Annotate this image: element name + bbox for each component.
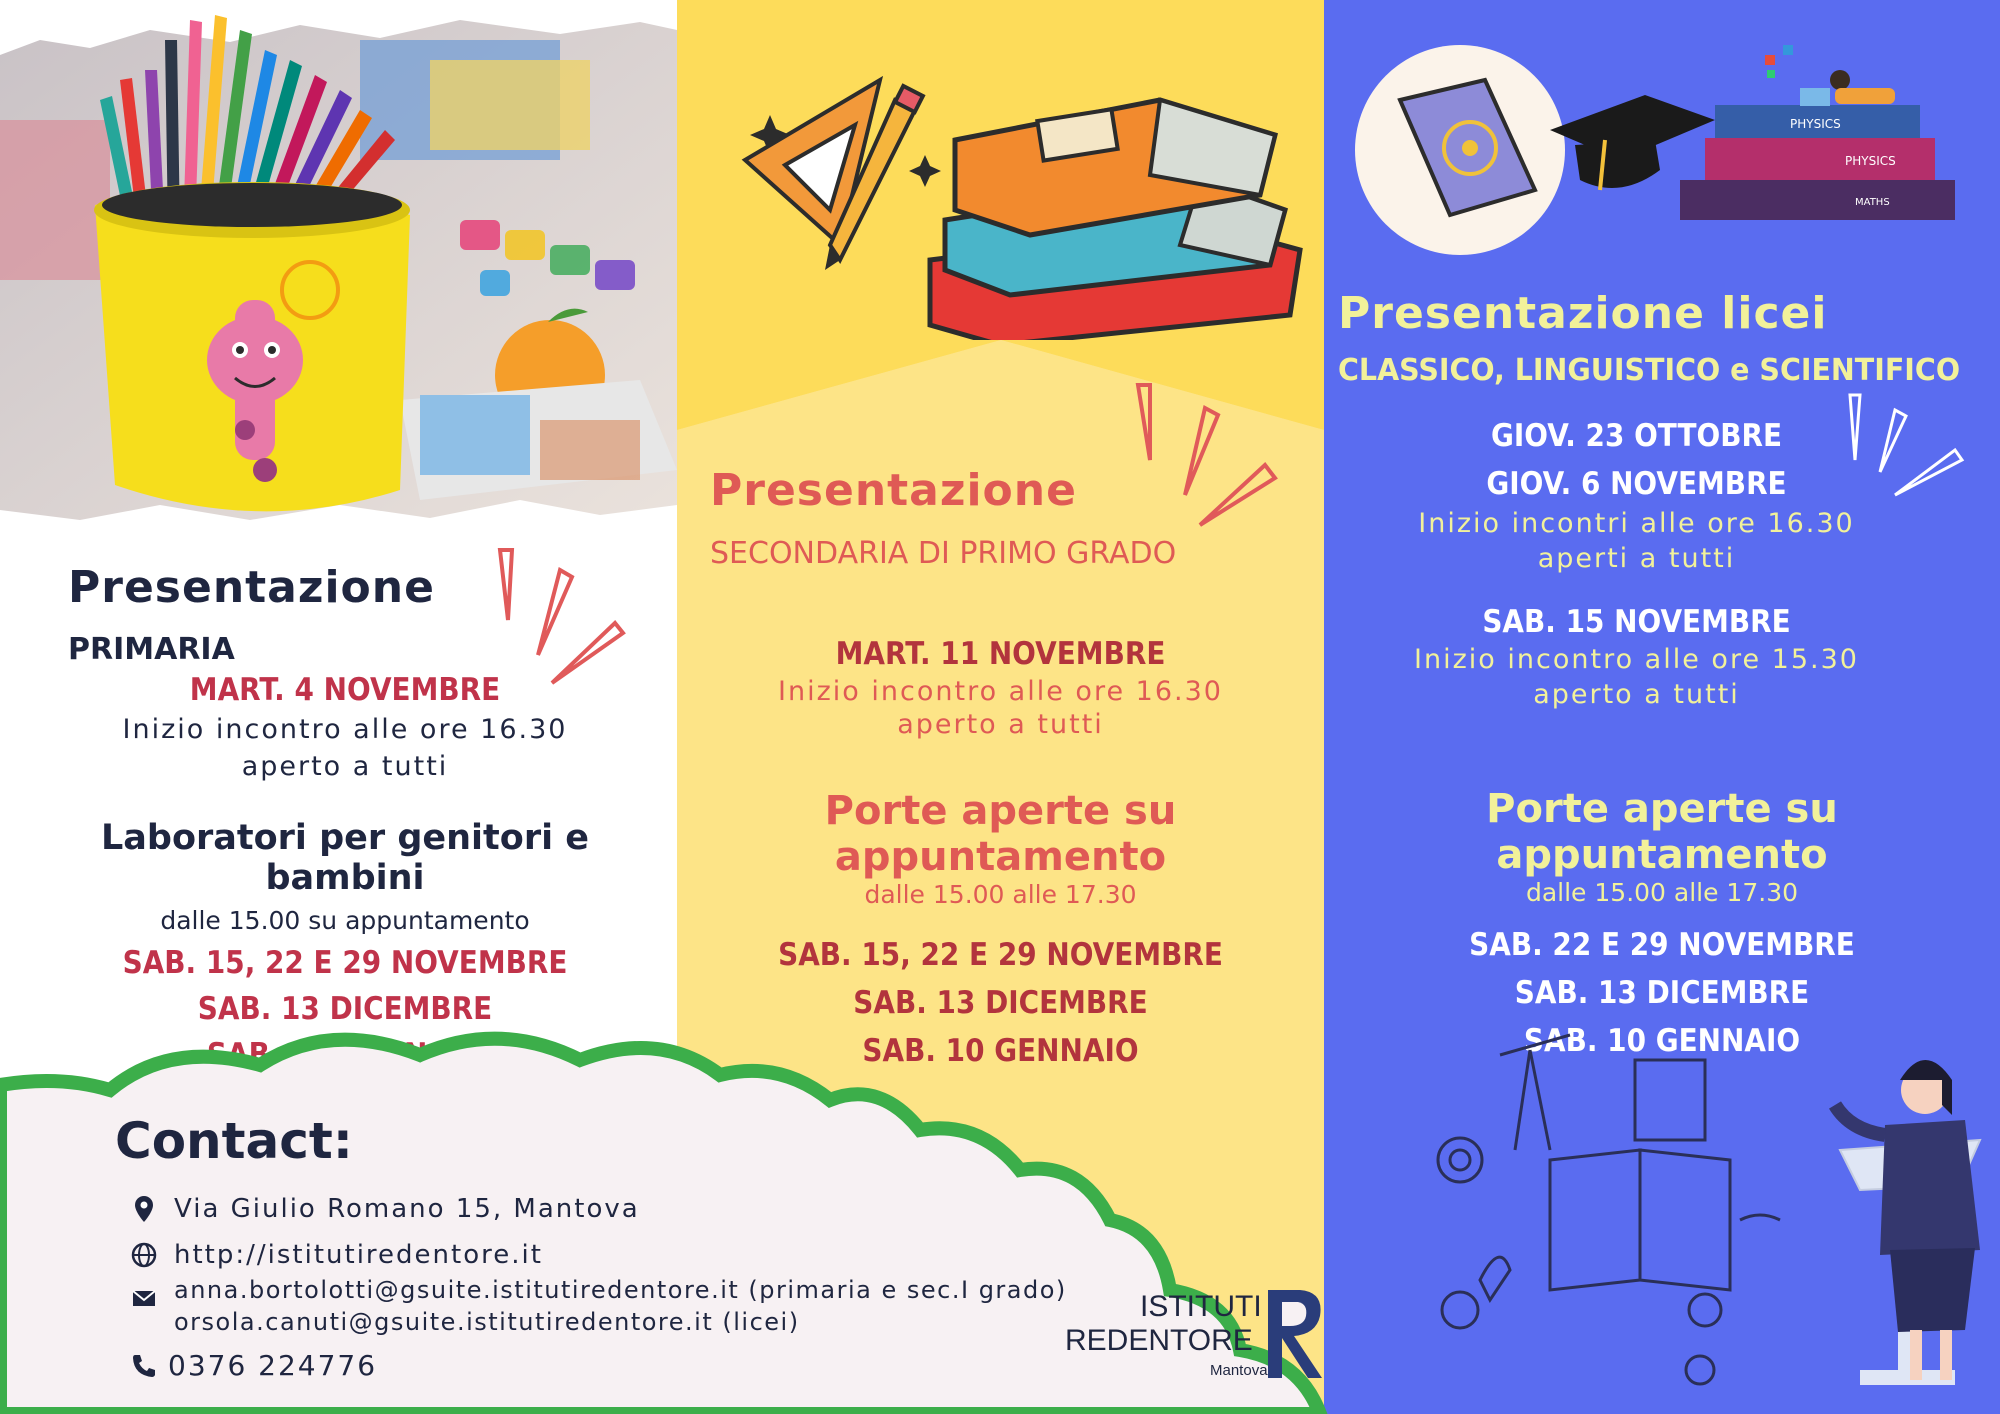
secondaria-info-open: aperto a tutti bbox=[897, 709, 1104, 740]
secondaria-date-list-3: SAB. 10 GENNAIO bbox=[862, 1033, 1139, 1069]
book-label-maths: MATHS bbox=[1855, 197, 1890, 208]
contact-title: Contact: bbox=[115, 1112, 353, 1170]
secondaria-info-time: Inizio incontro alle ore 16.30 bbox=[778, 676, 1223, 707]
globe-icon bbox=[130, 1241, 158, 1269]
secondaria-date-list-1: SAB. 15, 22 E 29 NOVEMBRE bbox=[778, 937, 1223, 973]
primaria-date-list-2: SAB. 13 DICEMBRE bbox=[197, 991, 493, 1027]
contact-address-row bbox=[130, 1190, 1130, 1228]
licei-date-list-1: SAB. 22 E 29 NOVEMBRE bbox=[1469, 927, 1855, 963]
mail-icon bbox=[130, 1284, 158, 1312]
licei-date-1: GIOV. 23 OTTOBRE bbox=[1490, 418, 1783, 454]
primaria-title: Presentazione bbox=[68, 562, 435, 613]
licei-subtitle: CLASSICO, LINGUISTICO e SCIENTIFICO bbox=[1338, 353, 1961, 388]
licei-title: Presentazione licei bbox=[1338, 288, 1828, 339]
primaria-info-time: Inizio incontro alle ore 16.30 bbox=[122, 714, 568, 745]
contact-email-licei[interactable]: orsola.canuti@gsuite.istitutiredentore.it (licei) bbox=[174, 1308, 800, 1336]
logo-line-2: REDENTORE bbox=[1065, 1324, 1253, 1357]
contact-website-link[interactable]: http://istitutiredentore.it bbox=[174, 1240, 543, 1270]
licei-date-2: GIOV. 6 NOVEMBRE bbox=[1486, 466, 1787, 502]
contact-email-primary[interactable]: anna.bortolotti@gsuite.istitutiredentore.it (primaria e sec.I grado) bbox=[174, 1276, 1067, 1304]
primaria-date: MART. 4 NOVEMBRE bbox=[189, 672, 501, 708]
location-pin-icon bbox=[130, 1194, 158, 1224]
licei-info-time-2: Inizio incontro alle ore 15.30 bbox=[1414, 644, 1859, 675]
secondaria-open-title: Porte aperte su appuntamento bbox=[824, 788, 1177, 880]
books-illustration bbox=[730, 60, 1310, 340]
physics-illustration bbox=[1355, 40, 1975, 270]
logo-line-1: ISTITUTI bbox=[1140, 1290, 1262, 1323]
secondaria-date-list-2: SAB. 13 DICEMBRE bbox=[853, 985, 1148, 1021]
licei-info-open-2: aperto a tutti bbox=[1533, 679, 1740, 710]
logo-r-mark bbox=[1260, 1284, 1330, 1384]
primaria-subtitle: PRIMARIA bbox=[68, 632, 235, 667]
primaria-info-open: aperto a tutti bbox=[241, 751, 449, 782]
licei-info-open-1: aperti a tutti bbox=[1537, 543, 1736, 574]
pencil-cup-illustration bbox=[0, 0, 677, 540]
istituti-redentore-logo bbox=[1060, 1290, 1340, 1390]
book-label-physics-2: PHYSICS bbox=[1845, 154, 1896, 168]
licei-date-list-3: SAB. 10 GENNAIO bbox=[1523, 1023, 1801, 1059]
contact-phone[interactable]: 0376 224776 bbox=[168, 1348, 378, 1382]
primaria-date-list-1: SAB. 15, 22 E 29 NOVEMBRE bbox=[122, 945, 568, 981]
licei-date-list-2: SAB. 13 DICEMBRE bbox=[1514, 975, 1810, 1011]
contact-email-row bbox=[130, 1276, 1130, 1336]
licei-date-3: SAB. 15 NOVEMBRE bbox=[1482, 604, 1791, 640]
lab-title: Laboratori per genitori e bambini bbox=[100, 818, 590, 898]
contact-website-row bbox=[130, 1236, 1130, 1274]
phone-icon bbox=[130, 1352, 156, 1378]
contact-address: Via Giulio Romano 15, Mantova bbox=[174, 1194, 640, 1224]
secondaria-title: Presentazione bbox=[710, 465, 1077, 516]
secondaria-date: MART. 11 NOVEMBRE bbox=[835, 636, 1166, 672]
logo-line-3: Mantova bbox=[1210, 1362, 1268, 1379]
lab-time: dalle 15.00 su appuntamento bbox=[160, 906, 530, 935]
contact-phone-row bbox=[130, 1346, 1130, 1384]
science-doodles-illustration bbox=[1420, 1020, 1990, 1400]
licei-open-time: dalle 15.00 alle 17.30 bbox=[1525, 878, 1799, 907]
secondaria-subtitle: SECONDARIA DI PRIMO GRADO bbox=[710, 536, 1177, 571]
licei-info-time-1: Inizio incontri alle ore 16.30 bbox=[1418, 508, 1855, 539]
accent-strokes-middle bbox=[1130, 380, 1290, 540]
licei-open-title: Porte aperte su appuntamento bbox=[1486, 786, 1838, 878]
book-label-physics-1: PHYSICS bbox=[1790, 117, 1841, 131]
secondaria-open-time: dalle 15.00 alle 17.30 bbox=[864, 880, 1137, 909]
